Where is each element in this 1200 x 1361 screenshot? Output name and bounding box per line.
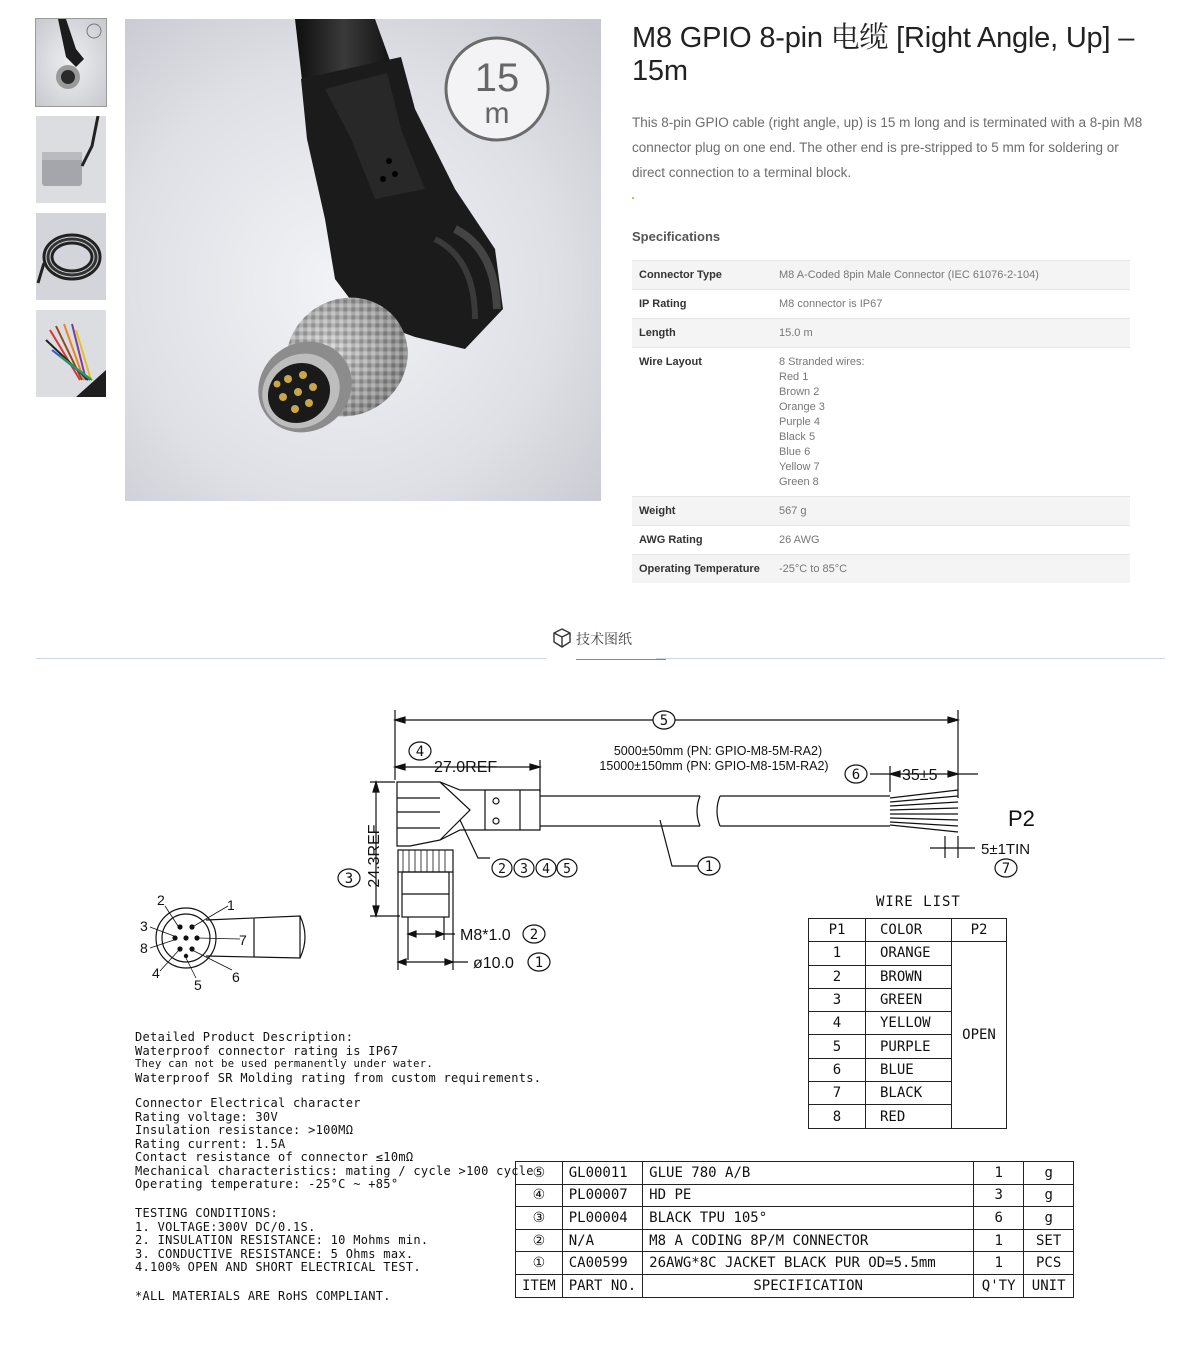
svg-text:5: 5: [563, 862, 571, 877]
wire-row: [809, 942, 1007, 965]
thumbnail-gallery: [36, 19, 106, 407]
length-note-15m: 15000±150mm (PN: GPIO-M8-15M-RA2): [599, 759, 829, 773]
bom-spec: HD PE: [643, 1184, 974, 1207]
main-product-image: [125, 19, 601, 501]
note-elec-1: Rating voltage: 30V: [135, 1109, 278, 1124]
spec-label: Wire Layout: [632, 348, 772, 497]
pin-label-2: 2: [157, 892, 165, 908]
wire-color: RED: [866, 1105, 952, 1128]
bom-qty: 3: [974, 1184, 1024, 1207]
svg-text:4: 4: [415, 744, 425, 760]
wire-pin: 5: [809, 1035, 866, 1058]
product-title: M8 GPIO 8-pin 电缆 [Right Angle, Up] – 15m: [632, 22, 1135, 87]
dim-strip-length: 35±5: [902, 767, 938, 784]
wire-color: GREEN: [866, 988, 952, 1011]
note-desc-2: They can not be used permanently under water.: [135, 1058, 433, 1070]
spec-row: [632, 319, 1130, 348]
pin-label-1: 1: [227, 897, 235, 913]
pin-label-7: 7: [239, 932, 247, 948]
spec-value: 15.0 m: [772, 319, 1130, 348]
length-badge-unit: m: [484, 97, 510, 130]
wire-pin: 6: [809, 1058, 866, 1081]
pin-label-5: 5: [194, 977, 202, 993]
thumbnail-camera-image: [36, 116, 106, 203]
bom-header: [516, 1274, 1074, 1297]
note-test-4: 4.100% OPEN AND SHORT ELECTRICAL TEST.: [135, 1260, 421, 1274]
dim-thread: M8*1.0: [460, 927, 511, 944]
wire-header-cell: COLOR: [866, 919, 952, 942]
product-description: This 8-pin GPIO cable (right angle, up) is 15 m long and is terminated with a 8-pin M8 connector plug on one end. The other end is pre-stripped to 5 mm for soldering or direct connection to a terminal block.: [632, 115, 1143, 180]
note-elec-6: Operating temperature: -25°C ~ +85°: [135, 1177, 399, 1191]
p2-label: P2: [1008, 806, 1035, 831]
bom-item: ⑤: [516, 1162, 563, 1185]
thumbnail-4[interactable]: [36, 310, 106, 397]
bom-part: CA00599: [562, 1252, 642, 1275]
technical-drawing: [0, 680, 1200, 1340]
spec-row: [632, 526, 1130, 555]
spec-row: [632, 261, 1130, 290]
spec-label: Operating Temperature: [632, 555, 772, 584]
note-test-3: 3. CONDUCTIVE RESISTANCE: 5 Ohms max.: [135, 1246, 414, 1261]
pin-label-4: 4: [152, 965, 160, 981]
svg-text:2: 2: [529, 927, 539, 943]
wire-color: BROWN: [866, 965, 952, 988]
dim-diameter: ø10.0: [473, 955, 514, 972]
wire-pin: 4: [809, 1012, 866, 1035]
bom-unit: g: [1024, 1162, 1074, 1185]
dim-height-ref: 24.3REF: [366, 824, 383, 888]
svg-text:5: 5: [659, 713, 669, 729]
spec-row: [632, 290, 1130, 319]
thumbnail-cable-angle-image: [36, 19, 106, 106]
spec-label: Connector Type: [632, 261, 772, 290]
spec-value: 26 AWG: [772, 526, 1130, 555]
spec-value: M8 connector is IP67: [772, 290, 1130, 319]
length-note-5m: 5000±50mm (PN: GPIO-M8-5M-RA2): [613, 744, 823, 758]
svg-text:6: 6: [851, 767, 861, 783]
bom-item: ②: [516, 1229, 563, 1252]
wire-p2-open: OPEN: [952, 942, 1007, 1128]
bom-part: GL00011: [562, 1162, 642, 1185]
bom-spec: M8 A CODING 8P/M CONNECTOR: [643, 1229, 974, 1252]
bom-row: [516, 1252, 1074, 1275]
note-elec-4: Contact resistance of connector ≤10mΩ: [135, 1150, 414, 1164]
wire-pin: 1: [809, 942, 866, 965]
wire-color: BLUE: [866, 1058, 952, 1081]
dim-tin-length: 5±1TIN: [981, 841, 1031, 858]
product-description-notes: [135, 1031, 541, 1085]
spec-label: Length: [632, 319, 772, 348]
pin-label-3: 3: [140, 918, 148, 934]
rohs-note: *ALL MATERIALS ARE RoHS COMPLIANT.: [135, 1289, 391, 1303]
note-elec-5: Mechanical characteristics: mating / cycle >100 cycle: [135, 1163, 534, 1178]
bom-row: [516, 1229, 1074, 1252]
specifications-heading: Specifications: [632, 229, 721, 244]
spec-row: [632, 497, 1130, 526]
svg-text:1: 1: [704, 859, 714, 875]
bom-item: ①: [516, 1252, 563, 1275]
bom-spec: GLUE 780 A/B: [643, 1162, 974, 1185]
wire-pin: 3: [809, 988, 866, 1011]
product-info: [632, 22, 1162, 583]
pin-label-8: 8: [140, 940, 148, 956]
svg-text:2: 2: [498, 862, 506, 877]
tab-underline: [576, 659, 666, 660]
wire-list-title: WIRE LIST: [876, 894, 961, 910]
bom-qty: 1: [974, 1162, 1024, 1185]
bom-row: [516, 1207, 1074, 1230]
spec-value: -25°C to 85°C: [772, 555, 1130, 584]
bom-row: [516, 1162, 1074, 1185]
note-elec-3: Rating current: 1.5A: [135, 1136, 286, 1151]
testing-notes: [135, 1207, 428, 1275]
wire-color: BLACK: [866, 1082, 952, 1105]
wire-list-header: [809, 919, 1007, 942]
svg-text:3: 3: [344, 871, 354, 887]
wire-header-cell: P1: [809, 919, 866, 942]
note-desc-0: Detailed Product Description:: [135, 1030, 354, 1044]
drawing-section-header: [36, 620, 1165, 660]
thumbnail-stripped-wires-image: [36, 310, 106, 397]
spec-label: Weight: [632, 497, 772, 526]
tab-label: 技术图纸: [576, 631, 632, 647]
note-desc-3: Waterproof SR Molding rating from custom requirements.: [135, 1070, 542, 1085]
thumbnail-2[interactable]: [36, 116, 106, 203]
note-desc-1: Waterproof connector rating is IP67: [135, 1043, 399, 1058]
bom-qty: 6: [974, 1207, 1024, 1230]
wire-pin: 8: [809, 1105, 866, 1128]
bom-header-part: PART NO.: [562, 1274, 642, 1297]
bom-unit: SET: [1024, 1229, 1074, 1252]
bom-qty: 1: [974, 1252, 1024, 1275]
svg-text:1: 1: [534, 955, 544, 971]
cube-icon: [551, 627, 573, 649]
thumbnail-coiled-cable-image: [36, 213, 106, 300]
length-badge-number: 15: [474, 56, 520, 100]
pin-label-6: 6: [232, 969, 240, 985]
spec-value: M8 A-Coded 8pin Male Connector (IEC 61076-2-104): [772, 261, 1130, 290]
note-test-2: 2. INSULATION RESISTANCE: 10 Mohms min.: [135, 1233, 429, 1247]
spec-row: [632, 555, 1130, 584]
spec-label: IP Rating: [632, 290, 772, 319]
note-elec-0: Connector Electrical character: [135, 1096, 361, 1110]
bom-unit: g: [1024, 1184, 1074, 1207]
thumbnail-1[interactable]: [36, 19, 106, 106]
bom-spec: 26AWG*8C JACKET BLACK PUR OD=5.5mm: [643, 1252, 974, 1275]
bom-qty: 1: [974, 1229, 1024, 1252]
spec-label: AWG Rating: [632, 526, 772, 555]
svg-text:3: 3: [520, 862, 528, 877]
bom-unit: g: [1024, 1207, 1074, 1230]
bom-spec: BLACK TPU 105°: [643, 1207, 974, 1230]
note-elec-2: Insulation resistance: >100MΩ: [135, 1123, 354, 1137]
thumbnail-3[interactable]: [36, 213, 106, 300]
spec-row: [632, 348, 1130, 497]
wire-pin: 2: [809, 965, 866, 988]
note-test-1: 1. VOLTAGE:300V DC/0.1S.: [135, 1219, 316, 1234]
bom-table: [515, 1161, 1074, 1298]
note-test-0: TESTING CONDITIONS:: [135, 1206, 278, 1220]
bom-header-spec: SPECIFICATION: [643, 1274, 974, 1297]
bom-part: N/A: [562, 1229, 642, 1252]
divider-dot: [632, 197, 634, 199]
bom-part: PL00004: [562, 1207, 642, 1230]
bom-item: ③: [516, 1207, 563, 1230]
spec-value: 567 g: [772, 497, 1130, 526]
specifications-table: [632, 260, 1130, 583]
svg-text:7: 7: [1001, 861, 1011, 877]
wire-color: ORANGE: [866, 942, 952, 965]
bom-part: PL00007: [562, 1184, 642, 1207]
bom-row: [516, 1184, 1074, 1207]
spec-value: 8 Stranded wires: Red 1 Brown 2 Orange 3 Purple 4 Black 5 Blue 6 Yellow 7 Green 8: [772, 348, 1130, 497]
bom-header-unit: UNIT: [1024, 1274, 1074, 1297]
wire-pin: 7: [809, 1082, 866, 1105]
bom-item: ④: [516, 1184, 563, 1207]
bom-header-qty: Q'TY: [974, 1274, 1024, 1297]
svg-text:4: 4: [542, 862, 550, 877]
bom-header-item: ITEM: [516, 1274, 563, 1297]
bom-unit: PCS: [1024, 1252, 1074, 1275]
dim-27-ref: 27.0REF: [434, 759, 498, 776]
wire-list-table: [808, 918, 1007, 1129]
electrical-notes: [135, 1097, 534, 1192]
wire-color: PURPLE: [866, 1035, 952, 1058]
wire-header-cell: P2: [952, 919, 1007, 942]
tab-technical-drawing[interactable]: [546, 620, 656, 660]
wire-color: YELLOW: [866, 1012, 952, 1035]
